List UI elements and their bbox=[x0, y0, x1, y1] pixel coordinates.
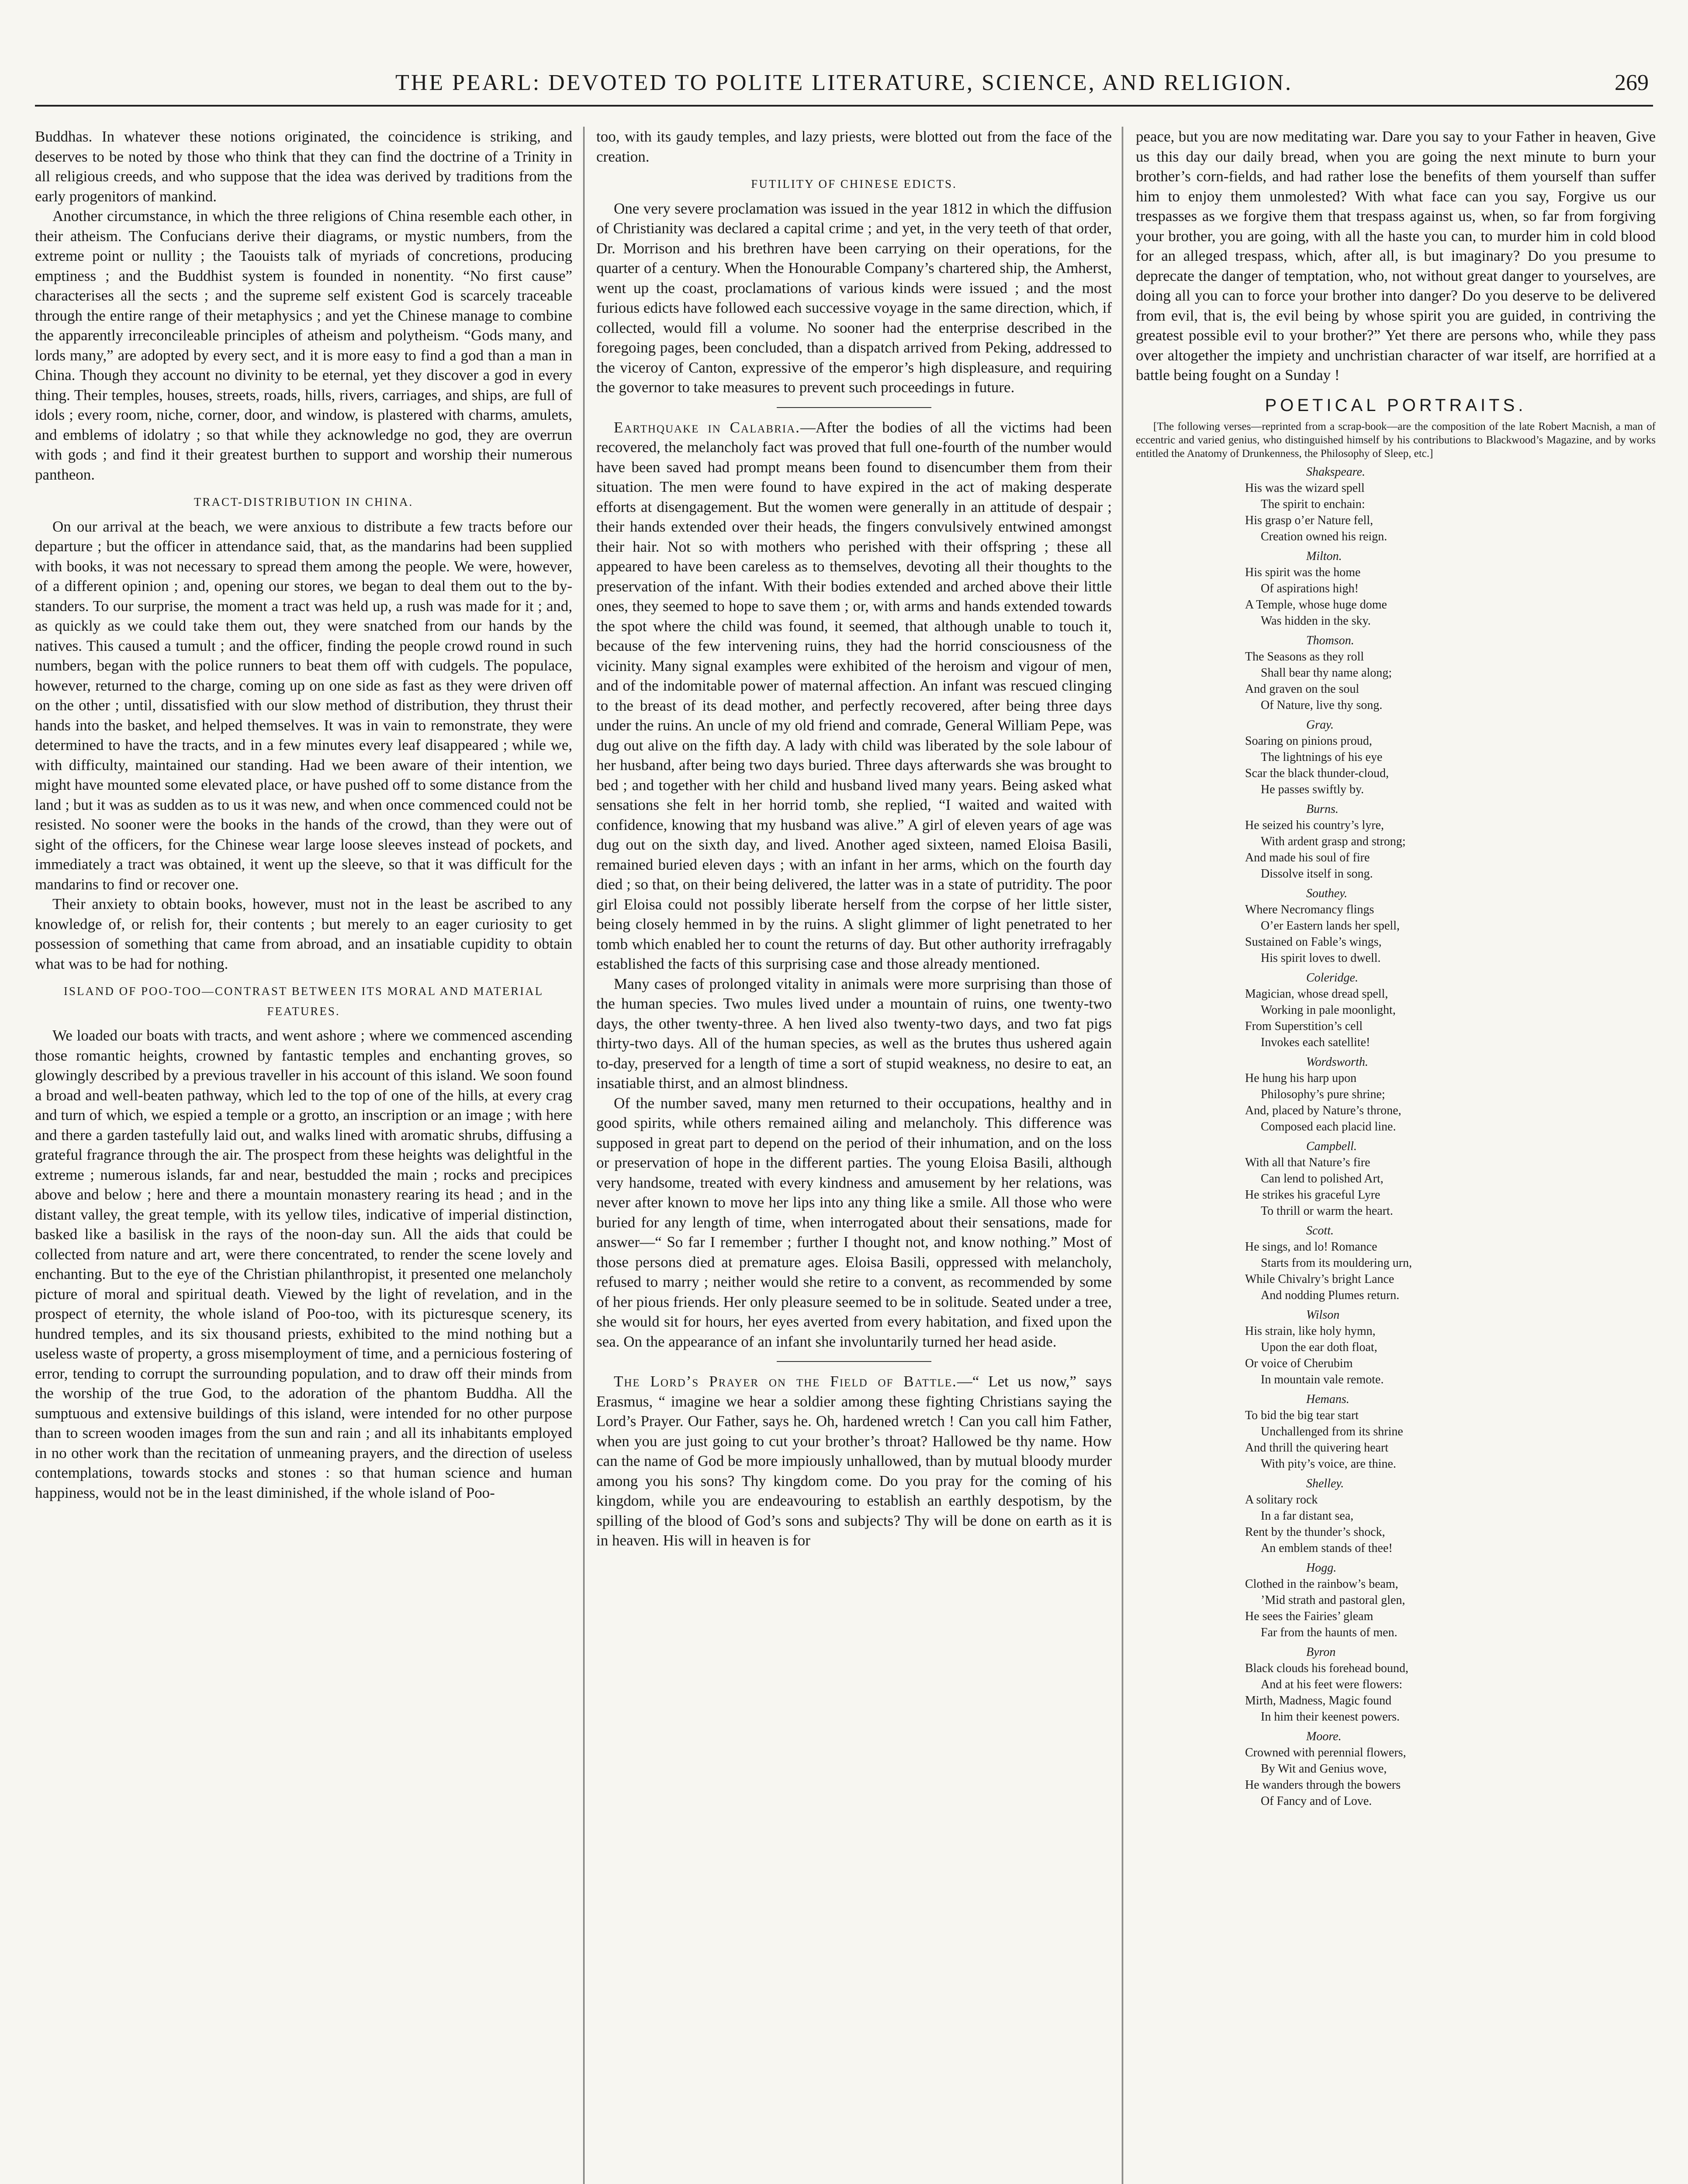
paragraph: peace, but you are now meditating war. Dare you say to your Father in heaven, Give us this day our daily bread, when you are going the next minute to burn your brother’s corn-fields, and had rather lose the benefits of them yourself than suffer him to enjoy them unmolested? With what face can you say, Forgive us our trespasses as we forgive them that trespass against us, when, so far from forgiving your brother, you are going, with all the haste you can, to murder him in cold blood for an alleged trespass, which, after all, is but imaginary? Do you presume to deprecate the danger of temptation, who, not without great danger to yourselves, are doing all you can to force your brother into danger? Do you deserve to be delivered from evil, that is, the evil being by whose spirit you are guided, in contriving the greatest possible evil to your brother?” Yet there are persons who, while they pass over altogether the impiety and unchristian character of war itself, are horrified at a battle being fought on a Sunday ! bbox=[1136, 128, 1656, 384]
poet-name: Campbell. bbox=[1306, 1140, 1357, 1153]
poem-section-title: POETICAL PORTRAITS. bbox=[1265, 395, 1527, 415]
poem-stanza bbox=[1245, 1223, 1656, 1303]
poem-line: Creation owned his reign. bbox=[1261, 530, 1387, 543]
poem-line: And at his feet were flowers: bbox=[1261, 1678, 1403, 1691]
poet-name: Milton. bbox=[1306, 549, 1342, 563]
poem-line: The lightnings of his eye bbox=[1261, 750, 1383, 764]
poem-line: A Temple, whose huge dome bbox=[1245, 598, 1387, 612]
article-lead: Earthquake in Calabria. bbox=[614, 418, 800, 436]
poet-name: Southey. bbox=[1306, 887, 1348, 900]
poem-line: To bid the big tear start bbox=[1245, 1409, 1359, 1422]
poet-name: Thomson. bbox=[1306, 634, 1354, 647]
poem-line: And made his soul of fire bbox=[1245, 851, 1370, 864]
poem-line: His spirit loves to dwell. bbox=[1261, 951, 1381, 965]
poem-line: The spirit to enchain: bbox=[1261, 498, 1365, 511]
poem-stanza bbox=[1245, 1728, 1656, 1809]
poem-line: To thrill or warm the heart. bbox=[1261, 1204, 1393, 1218]
poem-line: Of Fancy and of Love. bbox=[1261, 1794, 1372, 1808]
poem-line: And thrill the quivering heart bbox=[1245, 1441, 1389, 1455]
poem-line: He wanders through the bowers bbox=[1245, 1778, 1401, 1792]
section-heading: FUTILITY OF CHINESE EDICTS. bbox=[751, 177, 957, 190]
poem-line: Far from the haunts of men. bbox=[1261, 1626, 1397, 1639]
poem-line: He strikes his graceful Lyre bbox=[1245, 1188, 1380, 1202]
poem-line: An emblem stands of thee! bbox=[1261, 1541, 1393, 1555]
poem-line: Upon the ear doth float, bbox=[1261, 1341, 1377, 1354]
paragraph: Of the number saved, many men returned to their occupations, healthy and in good spirits, while others remained ailing and melancholy. This difference was supposed in great part to depend on the period of their inhumation, and on the loss or preservation of hope in the different parties. The young Eloisa Basili, although very handsome, treated with every kindness and amusement by her relations, was never after known to move her lips into any thing like a smile. All those who were buried for any length of time, when interrogated about their sensations, made for answer—“ So far I remember ; further I thought not, and know nothing.” Most of those persons died at premature ages. Eloisa Basili, oppressed with melancholy, refused to marry ; neither would she retire to a convent, as recommended by some of her pious friends. Her only pleasure seemed to be in solitude. Seated under a tree, she would sit for hours, her eyes averted from every habitation, and fixed upon the sea. On the appearance of an infant she involuntarily turned her head aside. bbox=[596, 1094, 1112, 1350]
poem-line: With pity’s voice, are thine. bbox=[1261, 1457, 1396, 1471]
poem-stanza bbox=[1245, 1476, 1656, 1556]
poem-stanza bbox=[1245, 885, 1656, 966]
poem-stanza bbox=[1245, 801, 1656, 882]
poet-name: Scott. bbox=[1306, 1224, 1334, 1237]
paragraph: We loaded our boats with tracts, and went ashore ; where we commenced ascending those romantic heights, crowned by fantastic temples and enchanting groves, so glowingly described by a previous traveller in his account of this island. We soon found a broad and well-beaten pathway, which led to the top of one of the hills, at every crag and turn of which, we espied a temple or a grotto, an inscription or an image ; with here and there a garden tastefully laid out, and walks lined with aromatic shrubs, diffusing a grateful fragrance through the air. The prospect from these heights was delightful in the extreme ; numerous islands, far and near, bestudded the main ; rocks and precipices above and below ; here and there a mountain monastery rearing its head ; and in the distant valley, the great temple, with its yellow tiles, indicative of imperial distinction, basked like a basilisk in the rays of the noon-day sun. All the aids that could be collected from nature and art, were there concentrated, to render the scene lovely and enchanting. But to the eye of the Christian philanthropist, it presented one melancholy picture of moral and spiritual death. Viewed by the light of revelation, and in the prospect of eternity, the whole island of Poo-too, with its picturesque scenery, its hundred temples, and its six thousand priests, exhibited to the mind nothing but a useless waste of property, a gross misemployment of time, and a pernicious fostering of error, tending to corrupt the surrounding population, and to draw off their minds from the worship of the true God, to the adoration of the phantom Buddha. All the sumptuous and extensive buildings of this island, were intended for no other purpose than to screen wooden images from the sun and rain ; and all its inhabitants employed in no other work than the recitation of unmeaning prayers, and the direction of useless contemplations, towards stocks and stones : so that human science and human happiness, would not be in the least diminished, if the whole island of Poo- bbox=[35, 1027, 572, 1501]
poem-line: Invokes each satellite! bbox=[1261, 1036, 1370, 1049]
poem-line: Soaring on pinions proud, bbox=[1245, 734, 1372, 748]
poet-name: Hogg. bbox=[1306, 1561, 1337, 1575]
poet-name: Wilson bbox=[1306, 1308, 1340, 1322]
section-heading: ISLAND OF POO-TOO—CONTRAST BETWEEN ITS MORAL AND MATERIAL FEATURES. bbox=[63, 985, 544, 1018]
section-heading: TRACT-DISTRIBUTION IN CHINA. bbox=[194, 495, 414, 508]
poet-name: Gray. bbox=[1306, 718, 1334, 732]
poem-stanza bbox=[1245, 717, 1656, 798]
running-head bbox=[35, 66, 1653, 107]
column-1 bbox=[35, 127, 572, 2184]
poem-line: Can lend to polished Art, bbox=[1261, 1172, 1384, 1185]
poem-line: Rent by the thunder’s shock, bbox=[1245, 1525, 1385, 1539]
poem-line: Clothed in the rainbow’s beam, bbox=[1245, 1577, 1398, 1591]
poet-name: Coleridge. bbox=[1306, 971, 1358, 985]
running-title: THE PEARL: DEVOTED TO POLITE LITERATURE, SCIENCE, AND RELIGION. bbox=[395, 70, 1293, 95]
poem-line: ’Mid strath and pastoral glen, bbox=[1261, 1593, 1405, 1607]
poem-line: He sings, and lo! Romance bbox=[1245, 1240, 1377, 1254]
article-body: —After the bodies of all the victims had been recovered, the melancholy fact was proved that full one-fourth of the number would have been saved had prompt means been found to disencumber them from their situation. The men were found to have expired in the act of making desperate efforts at disengagement. But the women were generally in an attitude of despair ; their hands extended over their heads, the fingers convulsively entwined amongst their hair. Not so with mothers who perished with their offspring ; these all appeared to have been careless as to themselves, devoting all their thoughts to the preservation of the infant. With their bodies extended and arched above their little ones, they seemed to hope to save them ; or, with arms and hands extended towards the spot where the child was found, it seemed, that although unable to touch it, because of the few intervening ruins, they had the horrid consciousness of the vicinity. Many signal examples were exhibited of the heroism and vigour of men, and of the indomitable power of maternal affection. An infant was rescued clinging to the breast of its dead mother, and perfectly recovered, after being three days under the ruins. An uncle of my old friend and comrade, General William Pepe, was dug out alive on the fifth day. A lady with child was liberated by the sole labour of her husband, after being two days buried. Three days afterwards she was brought to bed ; and together with her child and husband lived many years. Being asked what sensations she felt in her horrid tomb, she replied, “I waited and waited with confidence, knowing that my husband was alive.” A girl of eleven years of age was dug out on the sixth day, and lived. Another aged sixteen, named Eloisa Basili, remained buried eleven days ; with an infant in her arms, which on the fourth day died ; so that, on their being delivered, the latter was in a state of putridity. The poor girl Eloisa could not possibly liberate herself from the corpse of her little sister, being closely hemmed in by the ruins. A slight glimmer of light penetrated to her tomb which enabled her to count the returns of day. But other authority irrefragably established the facts of this surprising case and those already mentioned. bbox=[596, 418, 1112, 972]
poem-line: Black clouds his forehead bound, bbox=[1245, 1662, 1409, 1675]
poem-stanza bbox=[1245, 1644, 1656, 1725]
poem-stanza bbox=[1245, 1054, 1656, 1135]
poem-line: Shall bear thy name along; bbox=[1261, 666, 1392, 680]
poem-line: Dissolve itself in song. bbox=[1261, 867, 1373, 881]
poem-line: With ardent grasp and strong; bbox=[1261, 835, 1406, 848]
poem-line: A solitary rock bbox=[1245, 1493, 1318, 1507]
poem-line: By Wit and Genius wove, bbox=[1261, 1762, 1387, 1776]
poem-line: He sees the Fairies’ gleam bbox=[1245, 1610, 1373, 1623]
poem-stanza bbox=[1245, 632, 1656, 713]
poem-line: And nodding Plumes return. bbox=[1261, 1289, 1400, 1302]
poet-name: Shelley. bbox=[1306, 1477, 1344, 1490]
poem-line: Mirth, Madness, Magic found bbox=[1245, 1694, 1392, 1707]
paragraph: too, with its gaudy temples, and lazy priests, were blotted out from the face of the creation. bbox=[596, 128, 1112, 165]
poem-line: From Superstition’s cell bbox=[1245, 1019, 1363, 1033]
poem-line: He hung his harp upon bbox=[1245, 1071, 1357, 1085]
poem-line: Starts from its mouldering urn, bbox=[1261, 1256, 1412, 1270]
paragraph: Many cases of prolonged vitality in animals were more surprising than those of the human species. Two mules lived under a mountain of ruins, one twenty-two days, the other twenty-three. A hen lived also twenty-two days, and two fat pigs thirty-two days. All of the human species, as well as the brutes thus ushered again to-day, preserved for a length of time a sort of stupid weakness, no desire to eat, an insatiable thirst, and an almost blindness. bbox=[596, 975, 1112, 1092]
article-lords-prayer bbox=[596, 1372, 1112, 1551]
poem-line: And graven on the soul bbox=[1245, 682, 1359, 696]
poem-stanza bbox=[1245, 1560, 1656, 1641]
poet-name: Burns. bbox=[1306, 802, 1339, 816]
poem-stanza bbox=[1245, 1138, 1656, 1219]
poem-stanza bbox=[1245, 548, 1656, 629]
poem-line: The Seasons as they roll bbox=[1245, 650, 1364, 663]
poem-stanza bbox=[1245, 464, 1656, 545]
poem-note: [The following verses—reprinted from a scrap-book—are the composition of the late Robert Macnish, a man of eccentric and varied genius, who distinguished himself by his contributions to Blackwood’s Magazine, and by works entitled the Anatomy of Drunkenness, the Philosophy of Sleep, etc.] bbox=[1136, 421, 1656, 460]
poem-line: Composed each placid line. bbox=[1261, 1120, 1396, 1133]
poem-stanza bbox=[1245, 970, 1656, 1051]
poem-line: Scar the black thunder-cloud, bbox=[1245, 767, 1389, 780]
poem-line: Where Necromancy flings bbox=[1245, 903, 1374, 916]
poem-line: O’er Eastern lands her spell, bbox=[1261, 919, 1400, 933]
poem-line: He passes swiftly by. bbox=[1261, 783, 1364, 796]
divider bbox=[777, 407, 931, 408]
poet-name: Moore. bbox=[1306, 1730, 1342, 1743]
poem-stanza bbox=[1245, 1307, 1656, 1388]
poem-line: Of Nature, live thy song. bbox=[1261, 698, 1383, 712]
paragraph: Another circumstance, in which the three religions of China resemble each other, in their atheism. The Confucians derive their diagrams, or mystic numbers, from the extreme point or nullity ; the Taouists talk of myriads of concretions, producing emptiness ; and the Buddhist system is founded in nonentity. “No first cause” characterises all the sects ; and the supreme self existent God is scarcely traceable through the entire range of their metaphysics ; and yet the Chinese manage to combine the apparently irreconcileable principles of atheism and polytheism. “Gods many, and lords many,” are adopted by every sect, and it is more easy to find a god than a man in China. Though they account no divinity to be eternal, yet they discover a god in every thing. Their temples, houses, streets, roads, hills, rivers, carriages, and ships, are full of idols ; every room, niche, corner, door, and window, is plastered with charms, amulets, and emblems of idolatry ; so that while they acknowledge no god, they are overrun with gods ; and find it their greatest burthen to support and worship their numerous pantheon. bbox=[35, 207, 572, 483]
poem-line: Of aspirations high! bbox=[1261, 582, 1359, 595]
article-lead: The Lord’s Prayer on the Field of Battle. bbox=[614, 1373, 957, 1390]
paragraph: On our arrival at the beach, we were anxious to distribute a few tracts before our departure ; but the officer in attendance said, that, as the mandarins had been supplied with books, it was not necessary to spread them among the people. We were, however, of a different opinion ; and, opening our stores, we began to deal them out to the by-standers. To our surprise, the moment a tract was held up, a rush was made for it ; and, as quickly as we could take them out, they were snatched from our hands by the natives. This caused a tumult ; and the officer, finding the people crowd round in such numbers, began with the police runners to beat them off with cudgels. The populace, however, returned to the charge, coming up on one side as fast as they were driven off on the other ; until, dissatisfied with our slow method of distribution, they thrust their hands into the basket, and helped themselves. It was in vain to remonstrate, they were determined to have the tracts, and in a few minutes every leaf disappeared ; while we, with difficulty, maintained our standing. Had we been aware of their intention, we might have mounted some elevated place, or have pushed off to some distance from the land ; but it was as sudden as to us it was new, and when once commenced could not be resisted. No sooner were the books in the hands of the crowd, than they were out of sight of the officers, for the Chinese wear large loose sleeves instead of pockets, and immediately a tract was obtained, it went up the sleeve, so that it was difficult for the mandarins to find or recover one. bbox=[35, 518, 572, 893]
divider bbox=[777, 1361, 931, 1362]
poem-line: His was the wizard spell bbox=[1245, 481, 1365, 495]
column-rule bbox=[583, 127, 585, 2184]
poem-line: In a far distant sea, bbox=[1261, 1509, 1354, 1523]
column-rule bbox=[1122, 127, 1123, 2184]
poem-line: Was hidden in the sky. bbox=[1261, 614, 1371, 628]
paragraph: One very severe proclamation was issued in the year 1812 in which the diffusion of Christianity was declared a capital crime ; and yet, in the very teeth of that order, Dr. Morrison and his brethren have been carrying on their operations, for the quarter of a century. When the Honourable Company’s chartered ship, the Amherst, went up the coast, proclamations of various kinds were issued ; and the most furious edicts have followed each successive voyage in the same direction, which, if collected, would fill a volume. No sooner had the enterprise described in the foregoing pages, been concluded, than a dispatch arrived from Peking, addressed to the viceroy of Canton, expressive of the emperor’s high displeasure, and requiring the governor to take measures to prevent such proceedings in future. bbox=[596, 200, 1112, 396]
poem-line: He seized his country’s lyre, bbox=[1245, 819, 1384, 832]
article-body: —“ Let us now,” says Erasmus, “ imagine we hear a soldier among these fighting Christians saying the Lord’s Prayer. Our Father, says he. Oh, hardened wretch ! Can you call him Father, when you are just going to cut your brother’s throat? Hallowed be thy name. How can the name of God be more impiously unhallowed, than by mutual bloody murder among you his sons? Thy kingdom come. Do you pray for the coming of his kingdom, while you are endeavouring to establish an earthly despotism, by the spilling of the blood of God’s sons and subjects? Thy will be done on earth as it is in heaven. His will in heaven is for bbox=[596, 1373, 1112, 1549]
poem-line: In mountain vale remote. bbox=[1261, 1373, 1384, 1386]
article-earthquake bbox=[596, 418, 1112, 974]
poem-line: Philosophy’s pure shrine; bbox=[1261, 1088, 1385, 1101]
poem-line: And, placed by Nature’s throne, bbox=[1245, 1104, 1401, 1117]
poem-line: His spirit was the home bbox=[1245, 566, 1361, 579]
page-number: 269 bbox=[1615, 70, 1649, 95]
column-3 bbox=[1136, 127, 1656, 2184]
column-2 bbox=[596, 127, 1112, 2184]
paragraph: Their anxiety to obtain books, however, must not in the least be ascribed to any knowledge of, or relish for, their contents ; but merely to an eager curiosity to get possession of something that came from abroad, and an insatiable cupidity to obtain what was to be had for nothing. bbox=[35, 895, 572, 972]
poet-name: Byron bbox=[1306, 1645, 1336, 1659]
poem-line: Sustained on Fable’s wings, bbox=[1245, 935, 1382, 949]
poet-name: Shakspeare. bbox=[1306, 465, 1366, 479]
paragraph: Buddhas. In whatever these notions originated, the coincidence is striking, and deserves to be noted by those who think that they can find the doctrine of a Trinity in all religious creeds, and who suppose that the idea was derived by traditions from the early progenitors of mankind. bbox=[35, 128, 572, 205]
poet-name: Wordsworth. bbox=[1306, 1055, 1368, 1069]
poem-line: Magician, whose dread spell, bbox=[1245, 987, 1388, 1001]
poem-stanza bbox=[1245, 1391, 1656, 1472]
poem-line: While Chivalry’s bright Lance bbox=[1245, 1272, 1394, 1286]
poem-line: His strain, like holy hymn, bbox=[1245, 1324, 1376, 1338]
poem-line: Working in pale moonlight, bbox=[1261, 1003, 1396, 1017]
poem-line: Crowned with perennial flowers, bbox=[1245, 1746, 1406, 1759]
poem-line: In him their keenest powers. bbox=[1261, 1710, 1400, 1724]
poem-list bbox=[1245, 464, 1656, 1809]
poem-line: His grasp o’er Nature fell, bbox=[1245, 514, 1373, 527]
poem-line: With all that Nature’s fire bbox=[1245, 1156, 1370, 1169]
poem-line: Unchallenged from its shrine bbox=[1261, 1425, 1403, 1438]
poet-name: Hemans. bbox=[1306, 1393, 1349, 1406]
poem-line: Or voice of Cherubim bbox=[1245, 1357, 1353, 1370]
